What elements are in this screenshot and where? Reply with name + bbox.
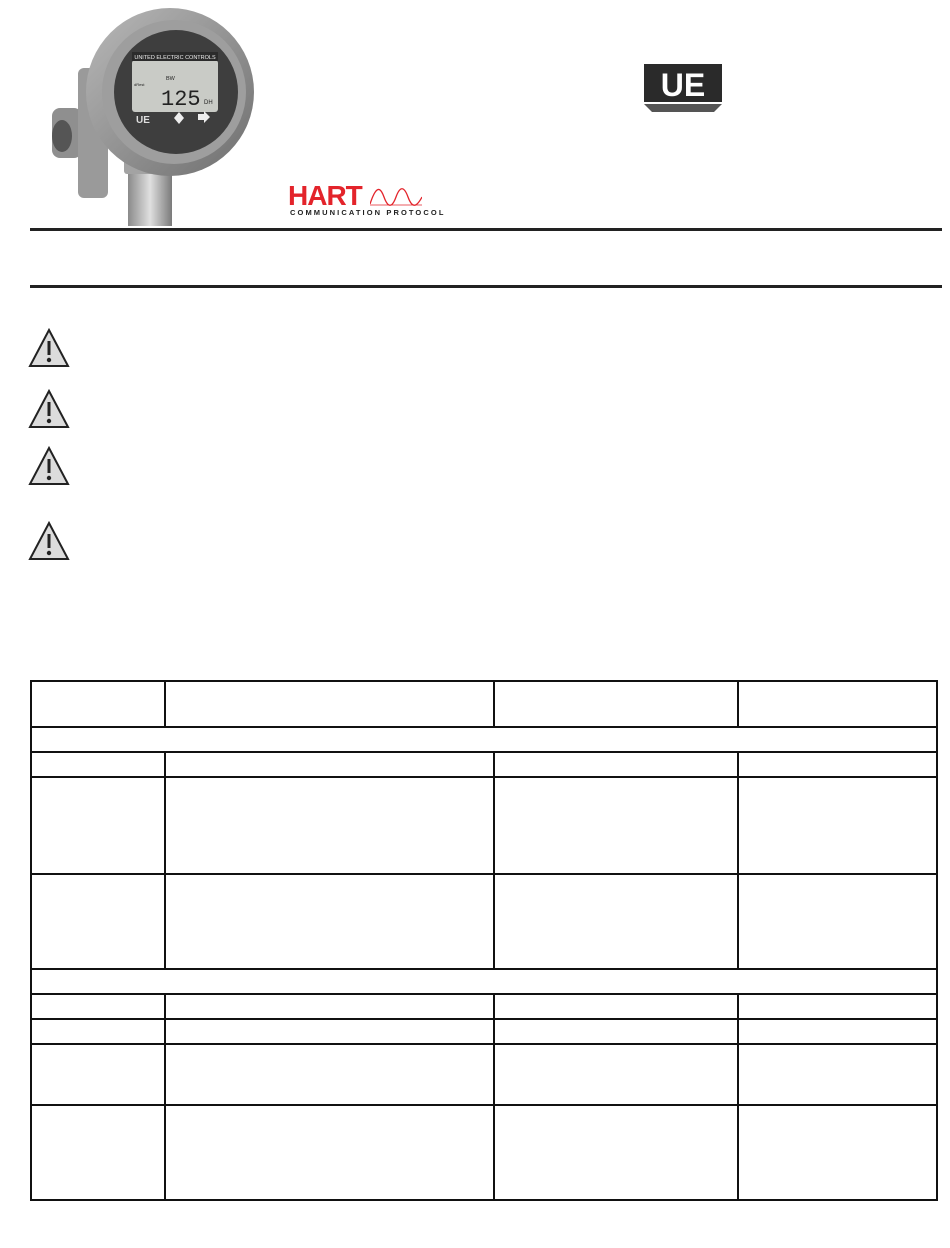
hart-wave-icon <box>370 184 422 210</box>
table-section-row <box>31 727 937 752</box>
display-brand-text: UNITED ELECTRIC CONTROLS <box>134 55 216 61</box>
table-row <box>31 752 937 777</box>
table-row <box>31 1044 937 1105</box>
table-cell <box>494 777 738 874</box>
table-row <box>31 777 937 874</box>
table-header-cell <box>494 681 738 727</box>
table-section-row <box>31 969 937 994</box>
product-photo <box>48 8 268 230</box>
table-section-cell <box>31 969 937 994</box>
table-cell <box>165 752 494 777</box>
table-cell <box>31 994 165 1019</box>
ue-logo <box>644 64 722 114</box>
hart-logo <box>288 180 446 222</box>
display-side-label: dRest <box>134 82 145 87</box>
display-unit-label: BW <box>166 76 175 82</box>
warning-triangle-icon <box>28 328 70 368</box>
table-cell <box>738 994 937 1019</box>
table-cell <box>738 874 937 969</box>
table-header-cell <box>165 681 494 727</box>
hart-logo-word: HART <box>288 180 362 211</box>
warning-triangle-icon <box>28 389 70 429</box>
table-header-cell <box>738 681 937 727</box>
table-row <box>31 1105 937 1200</box>
table-cell <box>165 874 494 969</box>
table-cell <box>494 994 738 1019</box>
hart-logo-subtitle: COMMUNICATION PROTOCOL <box>290 208 446 217</box>
table-cell <box>738 1105 937 1200</box>
spec-table <box>30 680 938 1201</box>
table-cell <box>165 1105 494 1200</box>
table-row <box>31 874 937 969</box>
table-cell <box>738 1044 937 1105</box>
table-cell <box>494 874 738 969</box>
title-rule <box>30 285 942 288</box>
table-cell <box>494 1044 738 1105</box>
table-cell <box>738 752 937 777</box>
table-row <box>31 994 937 1019</box>
table-cell <box>165 994 494 1019</box>
table-cell <box>494 1019 738 1044</box>
table-cell <box>738 777 937 874</box>
table-cell <box>165 777 494 874</box>
display-reading: 125 <box>161 87 201 112</box>
top-rule <box>30 228 942 231</box>
table-cell <box>31 874 165 969</box>
table-row <box>31 1019 937 1044</box>
table-cell <box>31 1019 165 1044</box>
table-section-cell <box>31 727 937 752</box>
table-cell <box>165 1044 494 1105</box>
display-logo-text: UE <box>136 115 150 126</box>
table-header-row <box>31 681 937 727</box>
table-header-cell <box>31 681 165 727</box>
table-cell <box>31 1044 165 1105</box>
warning-triangle-icon <box>28 521 70 561</box>
ue-logo-letters: UE <box>660 67 706 103</box>
table-cell <box>165 1019 494 1044</box>
table-cell <box>494 1105 738 1200</box>
warning-triangle-icon <box>28 446 70 486</box>
table-cell <box>31 1105 165 1200</box>
table-cell <box>31 777 165 874</box>
display-reading-unit: DH <box>204 100 213 106</box>
table-cell <box>494 752 738 777</box>
table-cell <box>31 752 165 777</box>
table-cell <box>738 1019 937 1044</box>
